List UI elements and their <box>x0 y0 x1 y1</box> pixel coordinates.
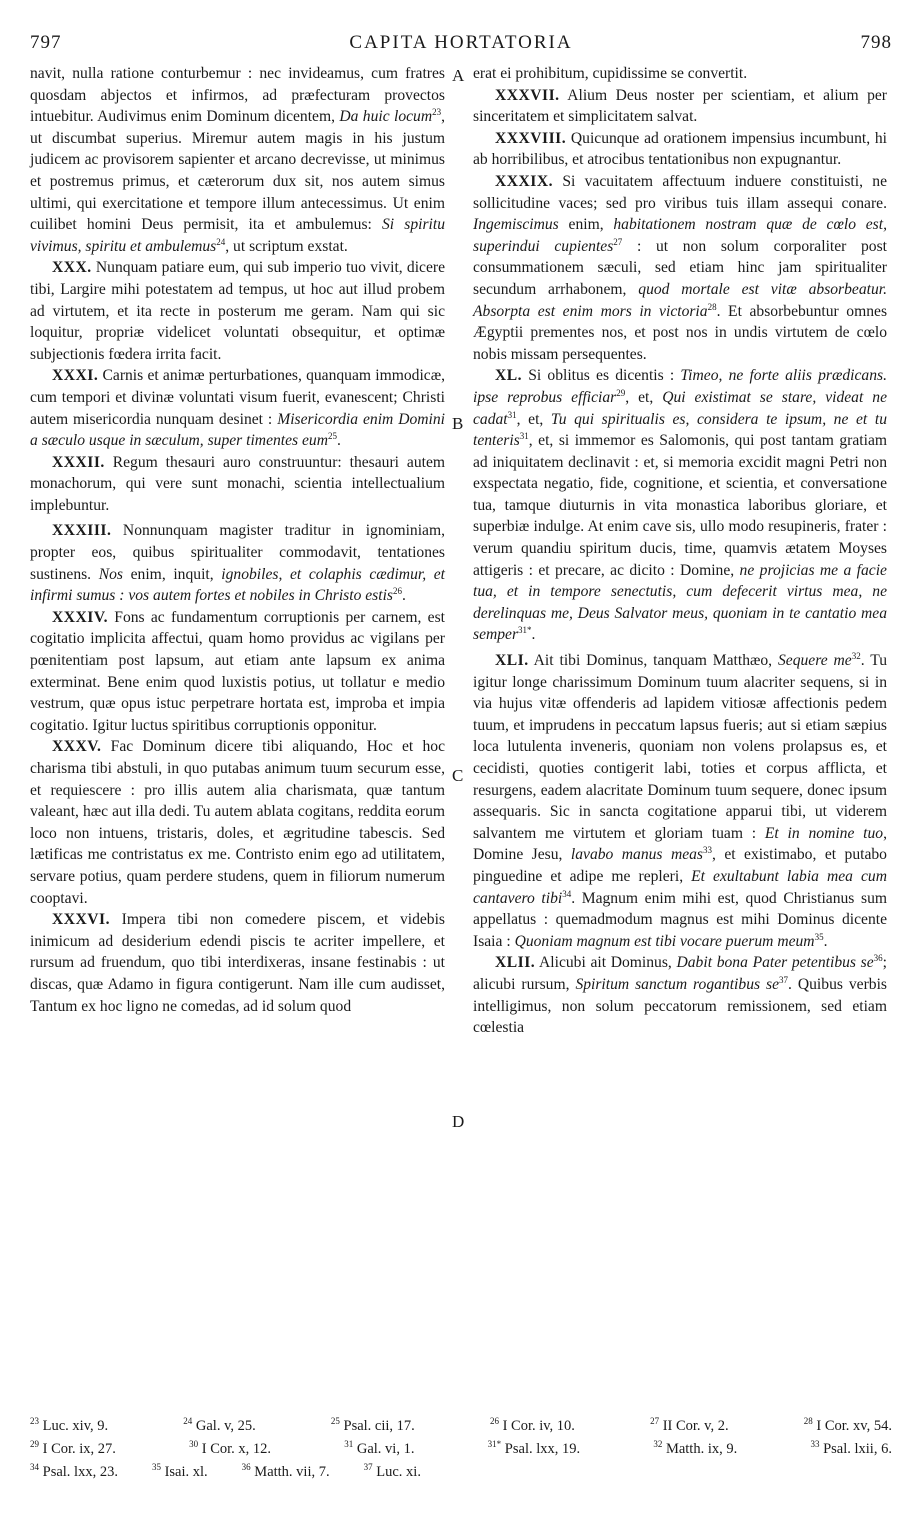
paragraph-continuation: navit, nulla ratione conturbemur : nec invideamus, cum fratres quosdam abjectos et infirmos, ad præfecturam provectos intuebitur. Audivimus enim Dominum dicentem, Da huic locum$^{23}$, ut discumbat superius. Miremur autem magis in his justum judicem ac provisorem sapienter et arcano decrevisse, ut minimus et postremus primus, et cæterorum dux sit, nos autem simus ultimi, qui exercitatione et tempore illum antecessimus. Ut enim cuilibet homini Deus permisit, ita et ambulemus: Si spiritu vivimus, spiritu et ambulemus$^{24}$, ut scriptum exstat. <box>30 65 446 255</box>
footnote: $^{25}$ Psal. cii, 17. <box>330 1416 415 1434</box>
footnote: $^{31}$ Gal. vi, 1. <box>344 1438 415 1457</box>
paragraph-continuation: erat ei prohibitum, cupidissime se convertit. <box>473 65 748 82</box>
chapter-xxxvii: XXXVII. Alium Deus noster per scientiam, et alium per sinceritatem et simplicitatem salvat. <box>473 86 887 126</box>
chapter-xli: XLI. Ait tibi Dominus, tanquam Matthæo, Sequere me$^{32}$. Tu igitur longe charissimum Dominum tuum alacriter sequens, si in via hujus vitæ offenderis ad lapidem vitiosæ affectionis pedem tuum, et imprudens in peccatum lapsus fueris; aut si etiam sæpius loca lutulenta inveneris, quoniam non volens prolapsus es, et cecidisti, quoties contigerit labi, toties et corpus afflicta, et resurgens, eadem alacritate Dominum tuum sequere, donec ipsum assequaris. Sic in sancta cogitatione apparui tibi, ut viderem salvantem me virtutem et gloriam tuam : Et in nomine tuo, Domine Jesu, lavabo manus meas$^{33}$, et existimabo, et putabo pinguedine et adipe me repleri, Et exultabunt labia mea cum cantavero tibi$^{34}$. Magnum enim mihi est, quod Christianus sum appellatus : quemadmodum magnus est mihi Dominus dicente Isaia : Quoniam magnum est tibi vocare puerum meum$^{35}$. <box>473 650 888 950</box>
footnote: $^{30}$ I Cor. x, 12. <box>189 1438 272 1457</box>
footnote: $^{23}$ Luc. xiv, 9. <box>30 1416 109 1434</box>
footnote: $^{33}$ Psal. lxii, 6. <box>810 1438 892 1457</box>
margin-marker-d: D <box>452 1112 465 1131</box>
chapter-xxxvi: XXXVI. Impera tibi non comedere piscem, et videbis inimicum ad desiderium edendi piscis te acriter impellere, et rursum ad fruendum, quo tibi interdixeras, insane festinabis : ut discas, quæ Adamo in figura contigerunt. Nam ille cum audisset, Tantum ex hoc ligno ne comedas, ad id solum quod <box>30 911 445 1015</box>
chapter-xxxiv: XXXIV. Fons ac fundamentum corruptionis per carnem, est cogitatio implicita affectui, quam homo providus ac vigilans per pœnitentiam post lapsum, aut etiam ante lapsum ex anima exterminat. Bene enim quod luxistis potius, ut tollatur e medio vestrum, quæ opus istuc perpetrare hortata est, improba et impia cogitatio. Igitur luctus spiritibus corruptionis opponitur. <box>30 608 445 734</box>
footnote: $^{28}$ I Cor. xv, 54. <box>803 1416 892 1434</box>
footnote: $^{34}$ Psal. lxx, 23. <box>30 1461 118 1480</box>
footnote: $^{37}$ Luc. xi. <box>363 1461 421 1480</box>
running-title: CAPITA HORTATORIA <box>349 32 573 53</box>
left-column <box>30 63 445 1017</box>
right-column <box>473 63 887 1039</box>
footnote: $^{29}$ I Cor. ix, 27. <box>30 1438 116 1457</box>
chapter-xxxix: XXXIX. Si vacuitatem affectuum induere constituisti, ne sollicitudine vaces; sed pro viribus tuis illam assequi conare. Ingemiscimus enim, habitationem nostram quæ de cœlo est, superindui cupientes$^{27}$ : ut non solum corporaliter post consummationem sæculi, sed etiam hinc jam spiritualiter secundum arrhabonem, quod mortale est vitæ absorbeatur. Absorpta est enim mors in victoria$^{28}$. Et absorbebuntur omnes Ægyptii prementes nos, et post nos in undis virtutem de cœlo nobis missam persequentes. <box>473 172 888 363</box>
margin-marker-a: A <box>452 66 465 85</box>
footnote: $^{36}$ Matth. vii, 7. <box>241 1461 330 1480</box>
page-number-right: 798 <box>860 32 892 53</box>
chapter-xxxiii: XXXIII. Nonnunquam magister traditur in ignominiam, propter eos, quibus spiritualiter commodavit, tentationes sustinens. Nos enim, inquit, ignobiles, et colaphis cædimur, et infirmi sumus : vos autem fortes et nobiles in Christo estis$^{26}$. <box>30 522 445 605</box>
chapter-xxxi: XXXI. Carnis et animæ perturbationes, quanquam immodicæ, cum tempori et divinæ voluntati visum fuerit, evanescent; Christi autem misericordia nunquam desinet : Misericordia enim Domini a sæculo usque in sæculum, super timentes eum$^{25}$. <box>30 367 445 450</box>
chapter-xxx: XXX. Nunquam patiare eum, qui sub imperio tuo vivit, dicere tibi, Largire mihi potestatem ad tempus, ut hoc aut illud probem ad virtutem, et ita recte in posterum me geram. Nam qui sic loquitur, propriæ videlicet voluntati obsequitur, et optimæ subjectionis fœdera irrita facit. <box>30 259 445 363</box>
margin-marker-b: B <box>452 414 464 433</box>
running-header <box>30 32 892 62</box>
footnote-row <box>30 1458 892 1481</box>
page-number-left: 797 <box>30 32 62 53</box>
footnotes <box>30 1412 892 1480</box>
footnote: $^{24}$ Gal. v, 25. <box>183 1416 256 1434</box>
footnote-row <box>30 1412 892 1435</box>
chapter-xxxviii: XXXVIII. Quicunque ad orationem impensius incumbunt, hi ab horribilibus, et atrocibus tentationibus non expugnantur. <box>473 129 887 169</box>
footnote: $^{26}$ I Cor. iv, 10. <box>489 1416 575 1434</box>
footnote-row <box>30 1435 892 1458</box>
chapter-xl: XL. Si oblitus es dicentis : Timeo, ne forte aliis prædicans. ipse reprobus efficiar$^{29}$, et, Qui existimat se stare, videat ne cadat$^{31}$, et, Tu qui spiritualis es, considera te ipsum, ne et tu tenteris$^{31}$, et, si immemor es Salomonis, qui post tantam gratiam ad iniquitatem declinavit : et, si memoria excidit magni Petri non exspectata negatio, fide, cognitione, et scientia, et conversatione tua, tamque diuturnis in vita monastica laboribus gloriare, et superbiæ indulge. At enim cave sis, ullo modo resupineris, frater : verum quandiu spiritum ducis, time, quamvis ætatem Moyses attigeris : et precare, ac dicito : Domine, ne projicias me a facie tua, et in tempore senectutis, cum defecerit virtus mea, ne derelinquas me, Deus Salvator meus, quoniam in te cantatio mea semper$^{31*}$. <box>473 367 887 644</box>
chapter-xxxii: XXXII. Regum thesauri auro construuntur: thesauri autem monachorum, qui vere sunt monachi, scientia intellectualium implebuntur. <box>30 453 445 514</box>
chapter-xxxv: XXXV. Fac Dominum dicere tibi aliquando, Hoc et hoc charisma tibi abstuli, in quo putabas animum tuum securum esse, et requiescere : pro illis autem alia charismata, quæ tantum valeant, hæc aut illa dedi. Tu autem ablata cogitans, reddita eorum loco non intuens, tristaris, doles, et ægritudine tabescis. Sed lætificas me contristatus ex me. Contristo enim ego ad utilitatem, servare potius, quam perdere studens, quem in filiorum numerum cooptavi. <box>30 738 445 907</box>
footnote: $^{35}$ Isai. xl. <box>151 1461 208 1480</box>
margin-marker-c: C <box>452 766 464 785</box>
footnote: $^{32}$ Matth. ix, 9. <box>653 1438 738 1457</box>
footnote: $^{27}$ II Cor. v, 2. <box>650 1416 729 1434</box>
footnote: $^{31*}$ Psal. lxx, 19. <box>487 1438 581 1457</box>
chapter-xlii: XLII. Alicubi ait Dominus, Dabit bona Pater petentibus se$^{36}$; alicubi rursum, Spiritum sanctum rogantibus se$^{37}$. Quibus verbis intelligimus, non solum peccatorum remissionem, sed etiam cœlestia <box>473 953 887 1037</box>
